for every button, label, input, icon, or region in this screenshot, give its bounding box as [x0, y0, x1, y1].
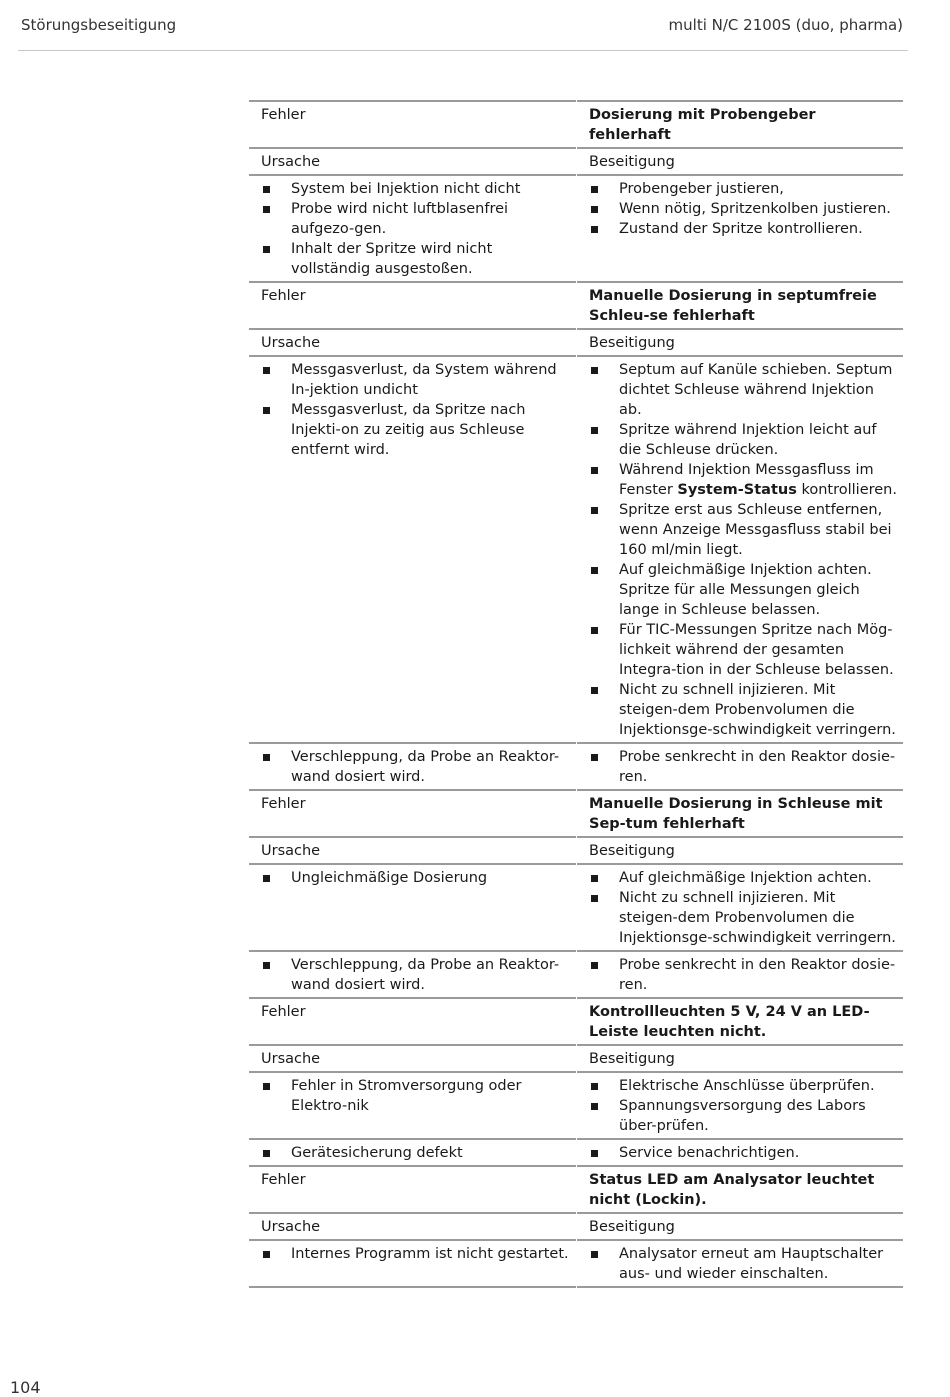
- cause-remedy-row: [249, 1073, 903, 1140]
- beseitigung-cell: [577, 744, 903, 791]
- beseitigung-list-item: Septum auf Kanüle schieben. Septum dichtet Schleuse während Injektion ab.: [589, 360, 897, 420]
- ursache-label: Ursache: [249, 1214, 576, 1241]
- ursache-cell: [249, 865, 576, 952]
- ursache-list-item: Verschleppung, da Probe an Reaktor-wand dosiert wird.: [261, 747, 570, 787]
- fehler-label: Fehler: [249, 999, 576, 1046]
- beseitigung-label: Beseitigung: [577, 1046, 903, 1073]
- ursache-list: [261, 955, 570, 995]
- ursache-list-item: Verschleppung, da Probe an Reaktor-wand dosiert wird.: [261, 955, 570, 995]
- ursache-cell: [249, 744, 576, 791]
- beseitigung-list-item: Probe senkrecht in den Reaktor dosie-ren.: [589, 747, 897, 787]
- ursache-list: [261, 747, 570, 787]
- ursache-cell: [249, 357, 576, 744]
- ursache-list-item: Messgasverlust, da Spritze nach Injekti-on zu zeitig aus Schleuse entfernt wird.: [261, 400, 570, 460]
- fehler-row: [249, 1167, 903, 1214]
- ursache-label: Ursache: [249, 330, 576, 357]
- column-header-row: [249, 1046, 903, 1073]
- ursache-label: Ursache: [249, 1046, 576, 1073]
- beseitigung-list-item: Auf gleichmäßige Injektion achten.: [589, 868, 897, 888]
- ursache-cell: [249, 952, 576, 999]
- beseitigung-list-item: Nicht zu schnell injizieren. Mit steigen-dem Probenvolumen die Injektionsge-schwindigkeit verringern.: [589, 680, 897, 740]
- beseitigung-list: [589, 1244, 897, 1284]
- ursache-label: Ursache: [249, 149, 576, 176]
- fehler-label: Fehler: [249, 1167, 576, 1214]
- ursache-list-item: Ungleichmäßige Dosierung: [261, 868, 570, 888]
- ursache-cell: [249, 1241, 576, 1288]
- fehler-title: Manuelle Dosierung in Schleuse mit Sep-tum fehlerhaft: [577, 791, 903, 838]
- ui-term-highlight: System-Status: [677, 482, 797, 498]
- fehler-label: Fehler: [249, 283, 576, 330]
- ursache-list-item: Messgasverlust, da System während In-jektion undicht: [261, 360, 570, 400]
- troubleshooting-table: [249, 100, 903, 1288]
- ursache-cell: [249, 176, 576, 283]
- column-header-row: [249, 1214, 903, 1241]
- ursache-list-item: Inhalt der Spritze wird nicht vollständig ausgestoßen.: [261, 239, 570, 279]
- beseitigung-list-item: Service benachrichtigen.: [589, 1143, 897, 1163]
- column-header-row: [249, 838, 903, 865]
- ursache-list: [261, 360, 570, 460]
- fehler-label: Fehler: [249, 100, 576, 149]
- fehler-title: Dosierung mit Probengeber fehlerhaft: [577, 100, 903, 149]
- cause-remedy-row: [249, 176, 903, 283]
- fehler-title: Manuelle Dosierung in septumfreie Schleu-se fehlerhaft: [577, 283, 903, 330]
- beseitigung-list-item: Spritze erst aus Schleuse entfernen, wenn Anzeige Messgasfluss stabil bei 160 ml/min liegt.: [589, 500, 897, 560]
- beseitigung-cell: [577, 176, 903, 283]
- beseitigung-label: Beseitigung: [577, 1214, 903, 1241]
- cause-remedy-row: [249, 1241, 903, 1288]
- ursache-list: [261, 1076, 570, 1116]
- beseitigung-list-item: Nicht zu schnell injizieren. Mit steigen-dem Probenvolumen die Injektionsge-schwindigkeit verringern.: [589, 888, 897, 948]
- beseitigung-cell: [577, 357, 903, 744]
- fehler-label: Fehler: [249, 791, 576, 838]
- cause-remedy-row: [249, 865, 903, 952]
- beseitigung-list: [589, 1143, 897, 1163]
- header-section-title: Störungsbeseitigung: [21, 16, 177, 34]
- fehler-row: [249, 100, 903, 149]
- beseitigung-list: [589, 955, 897, 995]
- beseitigung-label: Beseitigung: [577, 838, 903, 865]
- beseitigung-cell: [577, 1140, 903, 1167]
- beseitigung-cell: [577, 952, 903, 999]
- beseitigung-label: Beseitigung: [577, 149, 903, 176]
- ursache-list-item: Internes Programm ist nicht gestartet.: [261, 1244, 570, 1264]
- beseitigung-list-item: Spritze während Injektion leicht auf die Schleuse drücken.: [589, 420, 897, 460]
- fehler-title: Kontrollleuchten 5 V, 24 V an LED-Leiste leuchten nicht.: [577, 999, 903, 1046]
- beseitigung-label: Beseitigung: [577, 330, 903, 357]
- cause-remedy-row: [249, 952, 903, 999]
- ursache-label: Ursache: [249, 838, 576, 865]
- cause-remedy-row: [249, 357, 903, 744]
- beseitigung-list: [589, 747, 897, 787]
- ursache-list-item: Gerätesicherung defekt: [261, 1143, 570, 1163]
- beseitigung-list-item: Elektrische Anschlüsse überprüfen.: [589, 1076, 897, 1096]
- ursache-list: [261, 1143, 570, 1163]
- header-device-name: multi N/C 2100S (duo, pharma): [668, 16, 903, 34]
- beseitigung-list-item: Spannungsversorgung des Labors über-prüfen.: [589, 1096, 897, 1136]
- cause-remedy-row: [249, 744, 903, 791]
- ursache-list: [261, 868, 570, 888]
- beseitigung-list: [589, 868, 897, 948]
- beseitigung-cell: [577, 1073, 903, 1140]
- ursache-list-item: Fehler in Stromversorgung oder Elektro-nik: [261, 1076, 570, 1116]
- beseitigung-list-item: Für TIC-Messungen Spritze nach Mög-lichkeit während der gesamten Integra-tion in der Schleuse belassen.: [589, 620, 897, 680]
- fehler-row: [249, 791, 903, 838]
- beseitigung-cell: [577, 865, 903, 952]
- beseitigung-list: [589, 1076, 897, 1136]
- column-header-row: [249, 149, 903, 176]
- beseitigung-list-item: Probengeber justieren,: [589, 179, 897, 199]
- column-header-row: [249, 330, 903, 357]
- ursache-cell: [249, 1140, 576, 1167]
- beseitigung-list: [589, 360, 897, 740]
- ursache-cell: [249, 1073, 576, 1140]
- beseitigung-list-item: Zustand der Spritze kontrollieren.: [589, 219, 897, 239]
- beseitigung-list-item: Probe senkrecht in den Reaktor dosie-ren.: [589, 955, 897, 995]
- header-divider: [18, 50, 908, 51]
- cause-remedy-row: [249, 1140, 903, 1167]
- beseitigung-cell: [577, 1241, 903, 1288]
- fehler-row: [249, 999, 903, 1046]
- beseitigung-list-item: Auf gleichmäßige Injektion achten. Spritze für alle Messungen gleich lange in Schleuse belassen.: [589, 560, 897, 620]
- fehler-row: [249, 283, 903, 330]
- beseitigung-list-item: Analysator erneut am Hauptschalter aus- und wieder einschalten.: [589, 1244, 897, 1284]
- ursache-list-item: Probe wird nicht luftblasenfrei aufgezo-gen.: [261, 199, 570, 239]
- fehler-title: Status LED am Analysator leuchtet nicht (Lockin).: [577, 1167, 903, 1214]
- page-number: 104: [10, 1378, 41, 1397]
- ursache-list-item: System bei Injektion nicht dicht: [261, 179, 570, 199]
- beseitigung-list-item: Während Injektion Messgasfluss im Fenster System-Status kontrollieren.: [589, 460, 897, 500]
- beseitigung-list-item: Wenn nötig, Spritzenkolben justieren.: [589, 199, 897, 219]
- ursache-list: [261, 179, 570, 279]
- ursache-list: [261, 1244, 570, 1264]
- beseitigung-list: [589, 179, 897, 239]
